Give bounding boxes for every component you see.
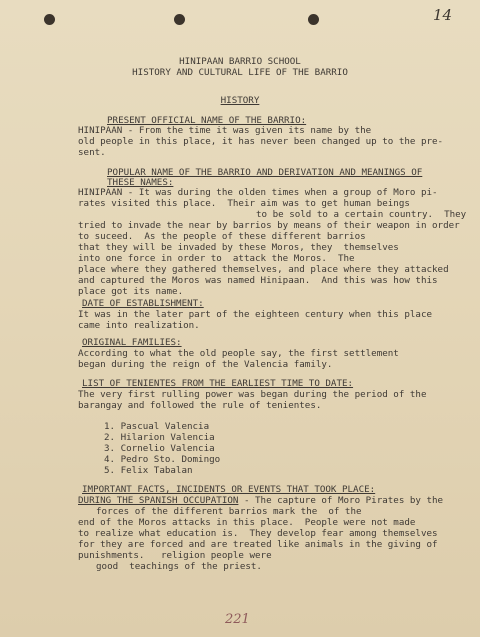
list-item: 4. Pedro Sto. Domingo <box>104 454 221 465</box>
section-heading: PRESENT OFFICIAL NAME OF THE BARRIO: <box>107 115 307 126</box>
handwritten-footer-number: 221 <box>225 612 250 627</box>
paragraph-line: to realize what education is. They develop fear among themselves <box>78 528 438 539</box>
paragraph-line: tried to invade the near by barrios by means of their weapon in order <box>78 220 460 231</box>
section-heading: POPULAR NAME OF THE BARRIO AND DERIVATION AND MEANINGS OF <box>107 167 423 178</box>
binder-hole <box>174 14 185 25</box>
paragraph-line: place got its name. <box>78 286 184 297</box>
section-heading: ORIGINAL FAMILIES: <box>82 337 182 348</box>
section-heading: THESE NAMES: <box>107 177 174 188</box>
paragraph-line: end of the Moros attacks in this place. People were not made <box>78 517 416 528</box>
paragraph-line: HINIPAAN - From the time it was given its name by the <box>78 125 372 136</box>
paragraph-line: The very first rulling power was began during the period of the <box>78 389 427 400</box>
section-heading: DATE OF ESTABLISHMENT: <box>82 298 204 309</box>
paragraph-line: old people in this place, it has never been changed up to the pre- <box>78 136 444 147</box>
paragraph-line: forces of the different barrios mark the of the <box>96 506 362 517</box>
paragraph-line: HINIPAAN - It was during the olden times when a group of Moro pi- <box>78 187 438 198</box>
list-item: 2. Hilarion Valencia <box>104 432 215 443</box>
handwritten-page-number: 14 <box>433 6 453 24</box>
paragraph-line: barangay and followed the rule of tenientes. <box>78 400 322 411</box>
paragraph-line <box>78 495 443 506</box>
list-item: 3. Cornelio Valencia <box>104 443 215 454</box>
paragraph-line: punishments. religion people were <box>78 550 272 561</box>
school-title: HINIPAAN BARRIO SCHOOL <box>179 56 301 67</box>
paragraph-line: and captured the Moros was named Hinipaan. And this was how this <box>78 275 438 286</box>
document-subtitle: HISTORY AND CULTURAL LIFE OF THE BARRIO <box>132 67 348 78</box>
paragraph-line: to suceed. As the people of these different barrios <box>78 231 366 242</box>
section-heading: LIST OF TENIENTES FROM THE EARLIEST TIME TO DATE: <box>82 378 354 389</box>
section-title: HISTORY <box>220 95 260 106</box>
paragraph-line: good teachings of the priest. <box>96 561 262 572</box>
subheading: DURING THE SPANISH OCCUPATION <box>78 495 239 506</box>
paragraph-line: place where they gathered themselves, and place where they attacked <box>78 264 449 275</box>
paragraph-text: - The capture of Moro Pirates by the <box>238 495 444 506</box>
paragraph-line: to be sold to a certain country. They <box>256 209 467 220</box>
paragraph-line: According to what the old people say, the first settlement <box>78 348 399 359</box>
paragraph-line: that they will be invaded by these Moros, they themselves <box>78 242 399 253</box>
binder-hole <box>308 14 319 25</box>
paragraph-line: It was in the later part of the eighteen century when this place <box>78 309 433 320</box>
section-heading: IMPORTANT FACTS, INCIDENTS OR EVENTS THAT TOOK PLACE: <box>82 484 376 495</box>
paragraph-line: into one force in order to attack the Moros. The <box>78 253 355 264</box>
binder-hole <box>44 14 55 25</box>
paragraph-line: rates visited this place. Their aim was to get human beings <box>78 198 410 209</box>
paragraph-line: came into realization. <box>78 320 200 331</box>
list-item: 1. Pascual Valencia <box>104 421 210 432</box>
paragraph-line: began during the reign of the Valencia family. <box>78 359 333 370</box>
list-item: 5. Felix Tabalan <box>104 465 193 476</box>
paragraph-line: for they are forced and are treated like animals in the giving of <box>78 539 438 550</box>
paragraph-line: sent. <box>78 147 106 158</box>
